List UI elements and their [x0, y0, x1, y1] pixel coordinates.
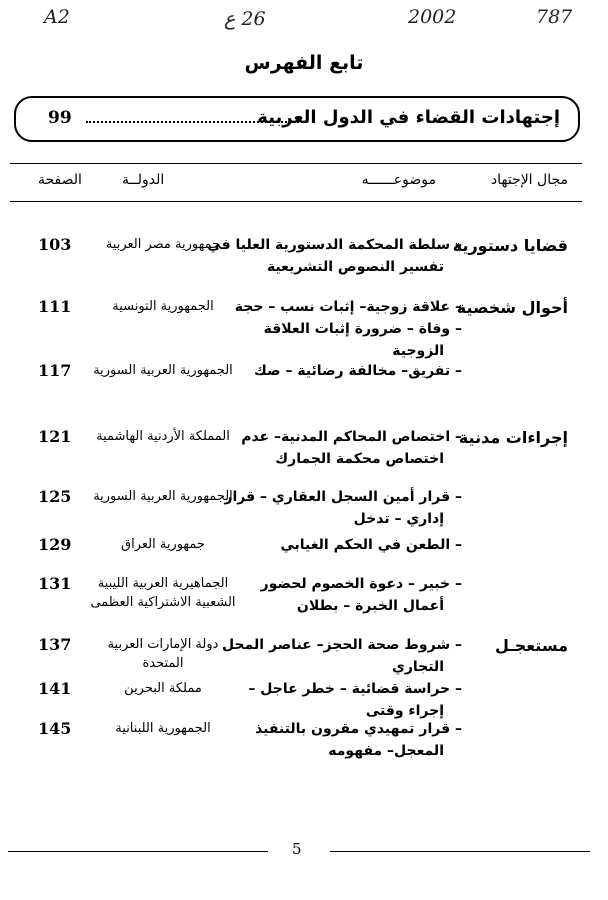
index-page-number: 141 — [38, 679, 72, 698]
index-country — [78, 535, 248, 554]
topic-line: – خبير – دعوة الخصوم لحضور — [260, 576, 462, 592]
index-country — [78, 719, 248, 738]
section-page-number: 99 — [48, 108, 72, 128]
page-title: تابع الفهرس — [244, 52, 364, 74]
footer-page-number: 5 — [292, 840, 302, 858]
index-category: مستعجـل — [494, 636, 568, 655]
country-line: الجمهورية العربية السورية — [93, 363, 233, 378]
column-header-page: الصفحة — [38, 172, 82, 188]
index-topic — [230, 426, 462, 470]
country-line: جمهورية العراق — [121, 537, 205, 552]
topic-line: إجراء وقتى — [365, 703, 444, 719]
index-page-number: 103 — [38, 235, 72, 254]
index-page-number: 137 — [38, 635, 72, 654]
topic-line: اختصاص محكمة الجمارك — [275, 451, 444, 467]
header-rule-bottom — [10, 201, 582, 202]
header-rule-top — [10, 163, 582, 164]
country-line: المتحدة — [142, 656, 184, 671]
topic-line: إداري – تدخل — [353, 511, 444, 527]
index-topic — [224, 486, 462, 530]
index-country — [78, 574, 248, 612]
index-category: إجراءات مدنية — [458, 428, 568, 447]
index-topic — [230, 678, 462, 722]
topic-line: – علاقة زوجية– إثبات نسب – حجة — [234, 299, 462, 315]
handwritten-note: 26 ع — [224, 8, 266, 30]
topic-line: – تفريق– مخالفة رضائية – صك — [254, 363, 462, 379]
index-page-number: 111 — [38, 297, 72, 316]
index-country — [78, 487, 248, 506]
topic-line: – وفاة – ضرورة إثبات العلاقة — [263, 321, 462, 337]
index-country — [78, 427, 248, 446]
country-line: الشعبية الاشتراكية العظمى — [90, 595, 236, 610]
index-page-number: 125 — [38, 487, 72, 506]
country-line: الجمهورية اللبنانية — [115, 721, 211, 736]
index-page-number: 145 — [38, 719, 72, 738]
index-topic — [230, 360, 462, 382]
index-topic — [230, 718, 462, 762]
index-category: أحوال شخصية — [456, 298, 568, 317]
topic-line: – الطعن في الحكم الغيابي — [280, 537, 462, 553]
index-page-number: 131 — [38, 574, 72, 593]
topic-line: الزوجية — [392, 343, 444, 359]
topic-line: – سلطة المحكمة الدستورية العليا في — [207, 237, 462, 253]
index-country — [78, 679, 248, 698]
index-page-number: 129 — [38, 535, 72, 554]
handwritten-year: 2002 — [408, 6, 457, 28]
index-country — [78, 361, 248, 380]
topic-line: – حراسة قضائية – خطر عاجل – — [248, 681, 462, 697]
section-title: إجتهادات القضاء في الدول العربية — [257, 107, 560, 128]
column-header-country: الدولــة — [122, 172, 165, 188]
index-topic — [230, 296, 462, 362]
index-topic — [230, 534, 462, 556]
index-country — [78, 297, 248, 316]
index-country — [78, 235, 248, 254]
index-category: قضايا دستورية — [452, 236, 568, 255]
index-topic — [230, 573, 462, 617]
country-line: الجمهورية العربية السورية — [93, 489, 233, 504]
handwritten-number: 787 — [536, 6, 573, 28]
index-page-number: 117 — [38, 361, 72, 380]
topic-line: – قرار تمهيدي مقرون بالتنفيذ — [255, 721, 462, 737]
index-topic — [222, 634, 462, 678]
topic-line: – اختصاص المحاكم المدنية– عدم — [241, 429, 462, 445]
handwritten-code: A2 — [44, 6, 70, 28]
column-header-subject: موضوعــــــه — [361, 172, 436, 188]
country-line: الجماهيرية العربية الليبية — [97, 576, 229, 591]
topic-line: التجاري — [391, 659, 444, 675]
footer-rule-left — [8, 851, 268, 852]
country-line: جمهورية مصر العربية — [105, 237, 221, 252]
section-heading-box — [14, 96, 580, 142]
topic-line: أعمال الخبرة – بطلان — [296, 598, 444, 614]
leader-dots — [86, 109, 306, 123]
country-line: الجمهورية التونسية — [112, 299, 214, 314]
topic-line: تفسير النصوص التشريعية — [266, 259, 444, 275]
index-country — [78, 635, 248, 673]
country-line: مملكة البحرين — [124, 681, 202, 696]
country-line: المملكة الأردنية الهاشمية — [96, 429, 230, 444]
index-page-number: 121 — [38, 427, 72, 446]
topic-line: – شروط صحة الحجز– عناصر المحل — [222, 637, 462, 653]
index-topic — [207, 234, 462, 278]
column-header-field: مجال الإجتهاد — [490, 172, 568, 188]
topic-line: – قرار أمين السجل العقاري – قرار — [224, 489, 462, 505]
country-line: دولة الإمارات العربية — [107, 637, 219, 652]
footer-rule-right — [330, 851, 590, 852]
topic-line: المعجل– مفهومه — [328, 743, 444, 759]
